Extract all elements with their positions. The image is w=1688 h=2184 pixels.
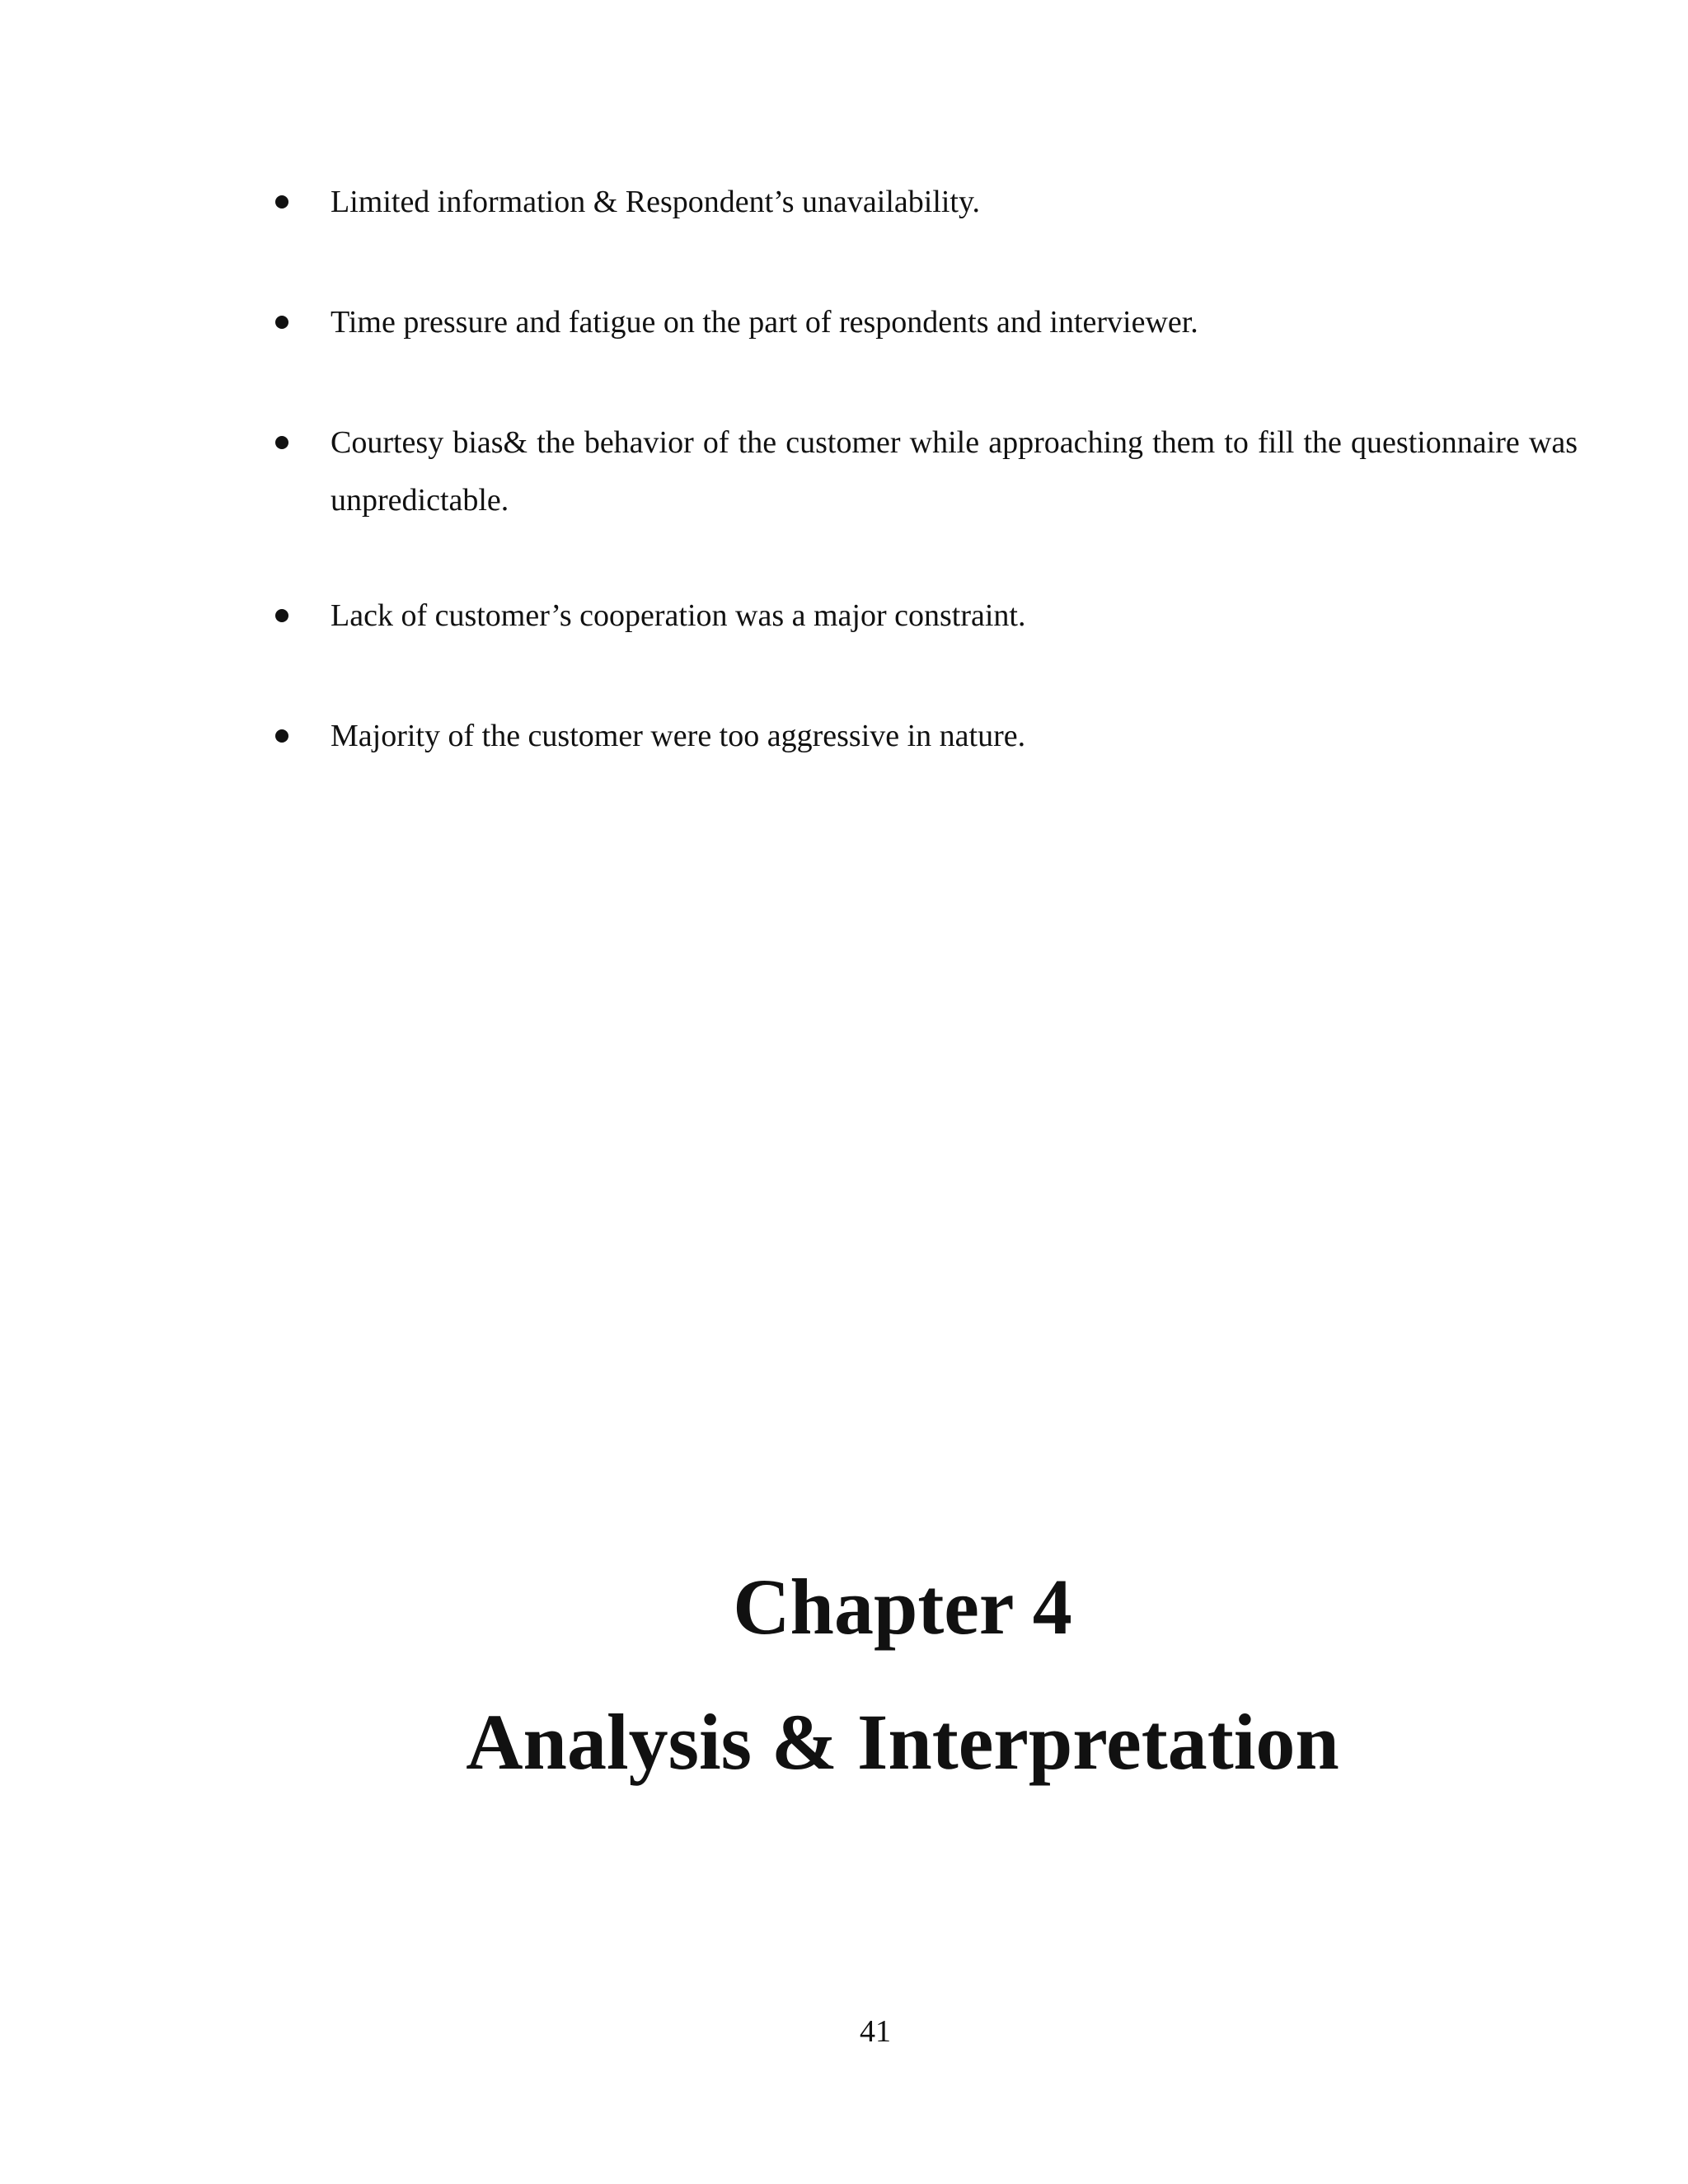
- list-item: [275, 414, 1578, 529]
- chapter-heading: [0, 1558, 1688, 1792]
- list-item: [275, 293, 1578, 351]
- list-item-text: Majority of the customer were too aggressive in nature.: [331, 719, 1026, 753]
- chapter-title: Analysis & Interpretation: [466, 1698, 1339, 1786]
- limitations-list: [275, 173, 1578, 827]
- page-number: 41: [860, 2014, 891, 2049]
- list-item-text: Time pressure and fatigue on the part of respondents and interviewer.: [331, 305, 1198, 340]
- list-item: [275, 587, 1578, 644]
- chapter-number: Chapter 4: [733, 1563, 1072, 1651]
- list-item-text: Lack of customer’s cooperation was a major constraint.: [331, 598, 1026, 633]
- list-item-text: Limited information & Respondent’s unavailability.: [331, 185, 981, 219]
- list-item-text: Courtesy bias& the behavior of the customer while approaching them to fill the questionnaire was unpredictable.: [331, 425, 1578, 518]
- bullet-icon: [275, 436, 288, 449]
- bullet-icon: [275, 316, 288, 329]
- bullet-icon: [275, 195, 288, 209]
- list-item: [275, 707, 1578, 765]
- bullet-icon: [275, 609, 288, 622]
- list-item: [275, 173, 1578, 231]
- bullet-icon: [275, 729, 288, 743]
